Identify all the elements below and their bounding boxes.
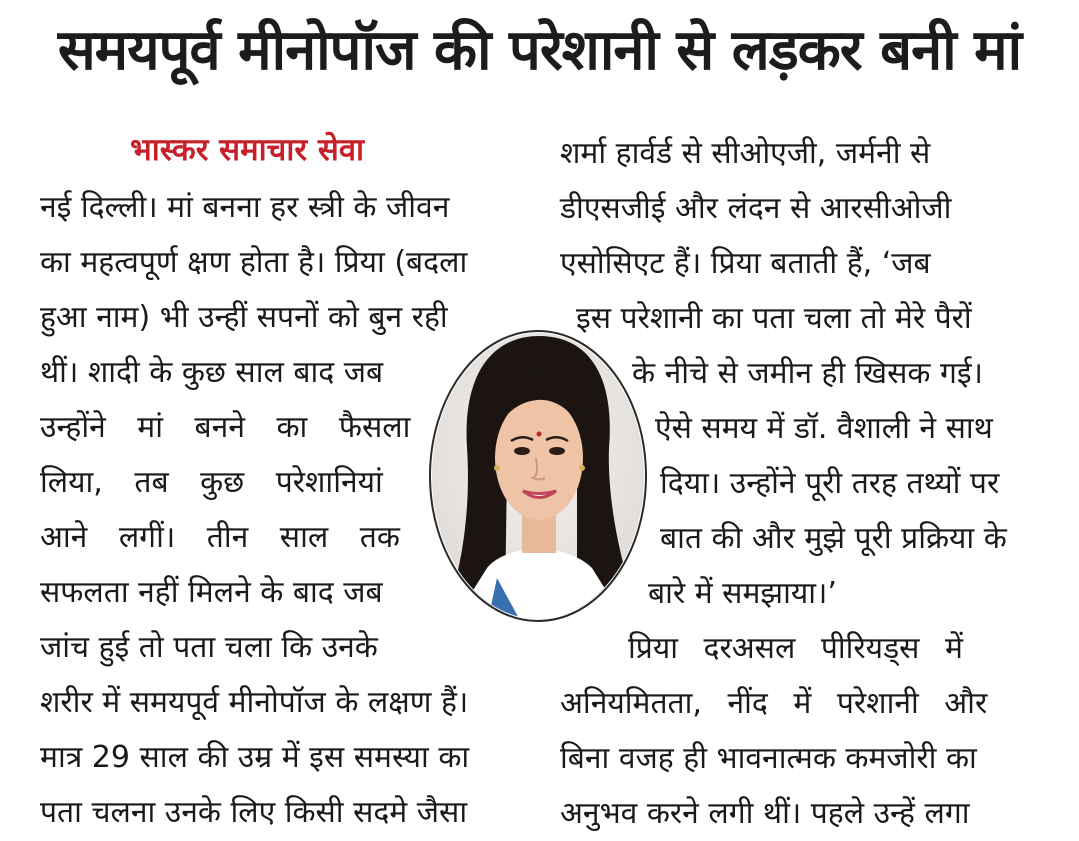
left-line: आने लगीं। तीन साल तक — [40, 520, 400, 555]
left-line: नई दिल्ली। मां बनना हर स्त्री के जीवन — [40, 190, 450, 225]
right-line: बिना वजह ही भावनात्मक कमजोरी का — [560, 741, 977, 776]
left-line: लिया, तब कुछ परेशानियां — [40, 465, 383, 500]
right-line: ऐसे समय में डॉ. वैशाली ने साथ — [655, 411, 993, 446]
right-line: दिया। उन्होंने पूरी तरह तथ्यों पर — [660, 466, 1000, 501]
headline: समयपूर्व मीनोपॉज की परेशानी से लड़कर बनी मां — [57, 18, 1022, 83]
left-line: जांच हुई तो पता चला कि उनके — [40, 630, 378, 665]
right-line: इस परेशानी का पता चला तो मेरे पैरों — [576, 301, 972, 336]
right-line: प्रिया दरअसल पीरियड्स में — [628, 631, 963, 666]
portrait-illustration — [427, 328, 649, 624]
right-line: डीएसजीई और लंदन से आरसीओजी — [560, 191, 952, 226]
left-line: उन्होंने मां बनने का फैसला — [40, 410, 411, 445]
right-line: एसोसिएट हैं। प्रिया बताती हैं, ‘जब — [560, 246, 931, 281]
right-line: शर्मा हार्वर्ड से सीओएजी, जर्मनी से — [560, 136, 931, 171]
right-line: बात की और मुझे पूरी प्रक्रिया के — [660, 521, 1007, 556]
portrait-photo — [427, 328, 649, 624]
left-line: हुआ नाम) भी उन्हीं सपनों को बुन रही — [40, 300, 448, 335]
left-line: पता चलना उनके लिए किसी सदमे जैसा — [40, 795, 468, 830]
byline: भास्कर समाचार सेवा — [130, 132, 365, 168]
left-line: का महत्वपूर्ण क्षण होता है। प्रिया (बदला — [40, 245, 468, 280]
left-line: थीं। शादी के कुछ साल बाद जब — [40, 355, 384, 390]
left-line: मात्र 29 साल की उम्र में इस समस्या का — [40, 740, 470, 775]
right-line: अनियमितता, नींद में परेशानी और — [560, 686, 988, 721]
left-line: सफलता नहीं मिलने के बाद जब — [40, 575, 383, 610]
left-line: शरीर में समयपूर्व मीनोपॉज के लक्षण हैं। — [40, 685, 469, 720]
right-line: बारे में समझाया।’ — [648, 576, 837, 611]
right-line: के नीचे से जमीन ही खिसक गई। — [632, 356, 983, 391]
right-line: अनुभव करने लगी थीं। पहले उन्हें लगा — [560, 796, 970, 831]
